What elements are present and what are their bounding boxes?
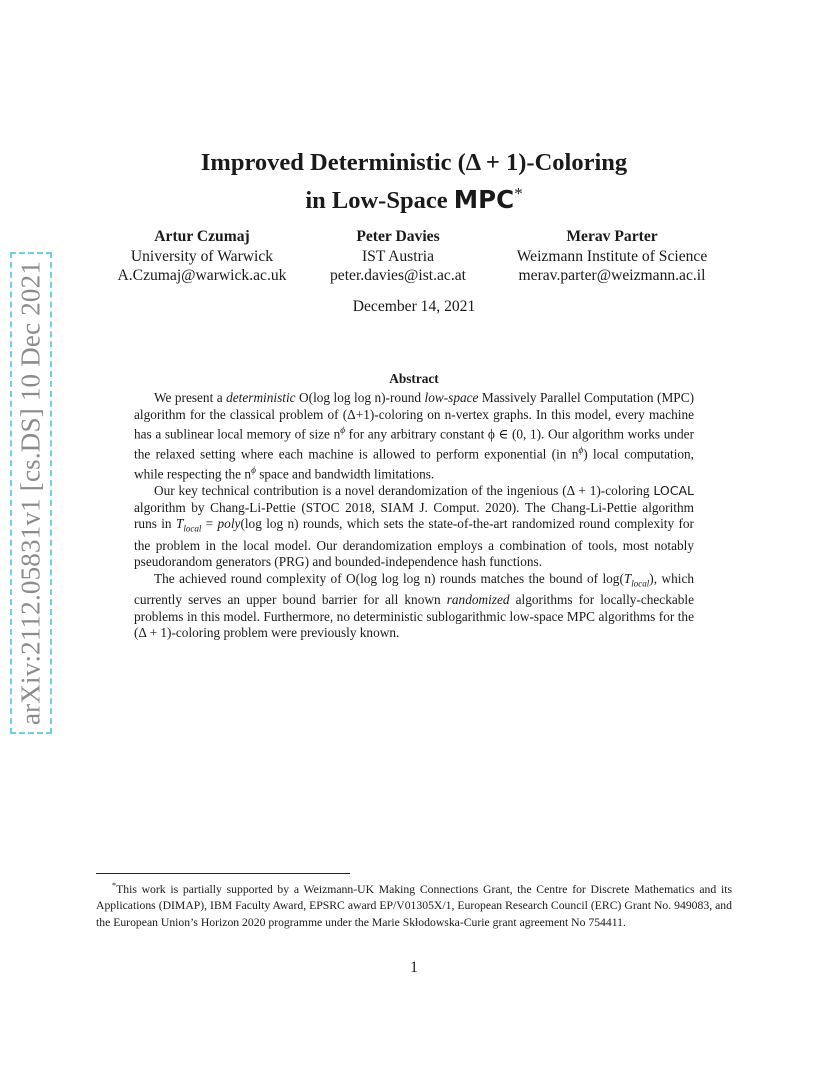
author-email: merav.parter@weizmann.ac.il bbox=[518, 267, 706, 284]
author-affiliation: University of Warwick bbox=[130, 247, 274, 265]
abstract-paragraph-3: The achieved round complexity of O(log log log n) rounds matches the bound of $\log(T_{local})$, which currently serves an upper bound barrier for all known randomized algorithms for locally-checkable problems in this model. Furthermore, no deterministic sublogarithmic low-space MPC algorithms for the (Δ + 1)-coloring problem were previously known. bbox=[134, 570, 694, 641]
title-mpc: MPC bbox=[453, 185, 515, 215]
author-block-1 bbox=[112, 227, 292, 286]
paper-date: December 14, 2021 bbox=[352, 298, 476, 315]
arxiv-identifier: arXiv:2112.05831v1 [cs.DS] 10 Dec 2021 bbox=[15, 260, 46, 726]
footnote-text: This work is partially supported by a Weizmann-UK Making Connections Grant, the Centre for Discrete Mathematics and its Applications (DIMAP), IBM Faculty Award, EPSRC award EP/V01305X/1, European Research Council (ERC) Grant No. 949083, and the European Union’s Horizon 2020 programme under the Marie Skłodowska-Curie grant agreement No 754411. bbox=[96, 882, 732, 930]
title-footnote-mark: * bbox=[514, 184, 523, 203]
abstract-paragraph-2: Our key technical contribution is a novel derandomization of the ingenious (Δ + 1)-coloring LOCAL algorithm by Chang-Li-Pettie (STOC 2018, SIAM J. Comput. 2020). The Chang-Li-Pettie algorithm runs in $T_{local}$ = poly(log log n) rounds, which sets the state-of-the-art randomized round complexity for the problem in the local model. Our derandomization employs a combination of tools, most notably pseudorandom generators (PRG) and bounded-independence hash functions. bbox=[134, 483, 694, 570]
abstract-body bbox=[134, 390, 694, 642]
author-block-3 bbox=[498, 227, 726, 286]
title-line-2 bbox=[0, 178, 828, 216]
author-email: peter.davies@ist.ac.at bbox=[329, 267, 467, 284]
author-affiliation: IST Austria bbox=[361, 247, 435, 265]
footnote-rule bbox=[96, 873, 350, 874]
arxiv-stamp bbox=[10, 252, 52, 734]
footnote bbox=[96, 878, 732, 932]
abstract-paragraph-1: We present a deterministic O(log log log n)-round low-space Massively Parallel Computation (MPC) algorithm for the classical problem of (Δ+1)-coloring on n-vertex graphs. In this model, every machine has a sublinear local memory of size $n^\phi$ for any arbitrary constant ϕ ∈ (0, 1). Our algorithm works under the relaxed setting where each machine is allowed to perform exponential (in $n^\phi$) local computation, while respecting the $n^\phi$ space and bandwidth limitations. bbox=[134, 390, 695, 482]
author-name: Artur Czumaj bbox=[154, 228, 250, 245]
title-line-2-prefix: in Low-Space bbox=[305, 187, 448, 215]
abstract-heading: Abstract bbox=[389, 371, 439, 386]
paper-title bbox=[0, 147, 828, 216]
footnote-mark: * bbox=[112, 881, 117, 890]
author-block-2 bbox=[310, 227, 486, 286]
page-number: 1 bbox=[410, 959, 418, 976]
author-name: Merav Parter bbox=[566, 228, 658, 245]
title-line-1: Improved Deterministic (Δ + 1)-Coloring bbox=[200, 149, 628, 176]
author-affiliation: Weizmann Institute of Science bbox=[516, 247, 708, 265]
author-name: Peter Davies bbox=[356, 228, 440, 245]
author-email: A.Czumaj@warwick.ac.uk bbox=[117, 267, 287, 284]
